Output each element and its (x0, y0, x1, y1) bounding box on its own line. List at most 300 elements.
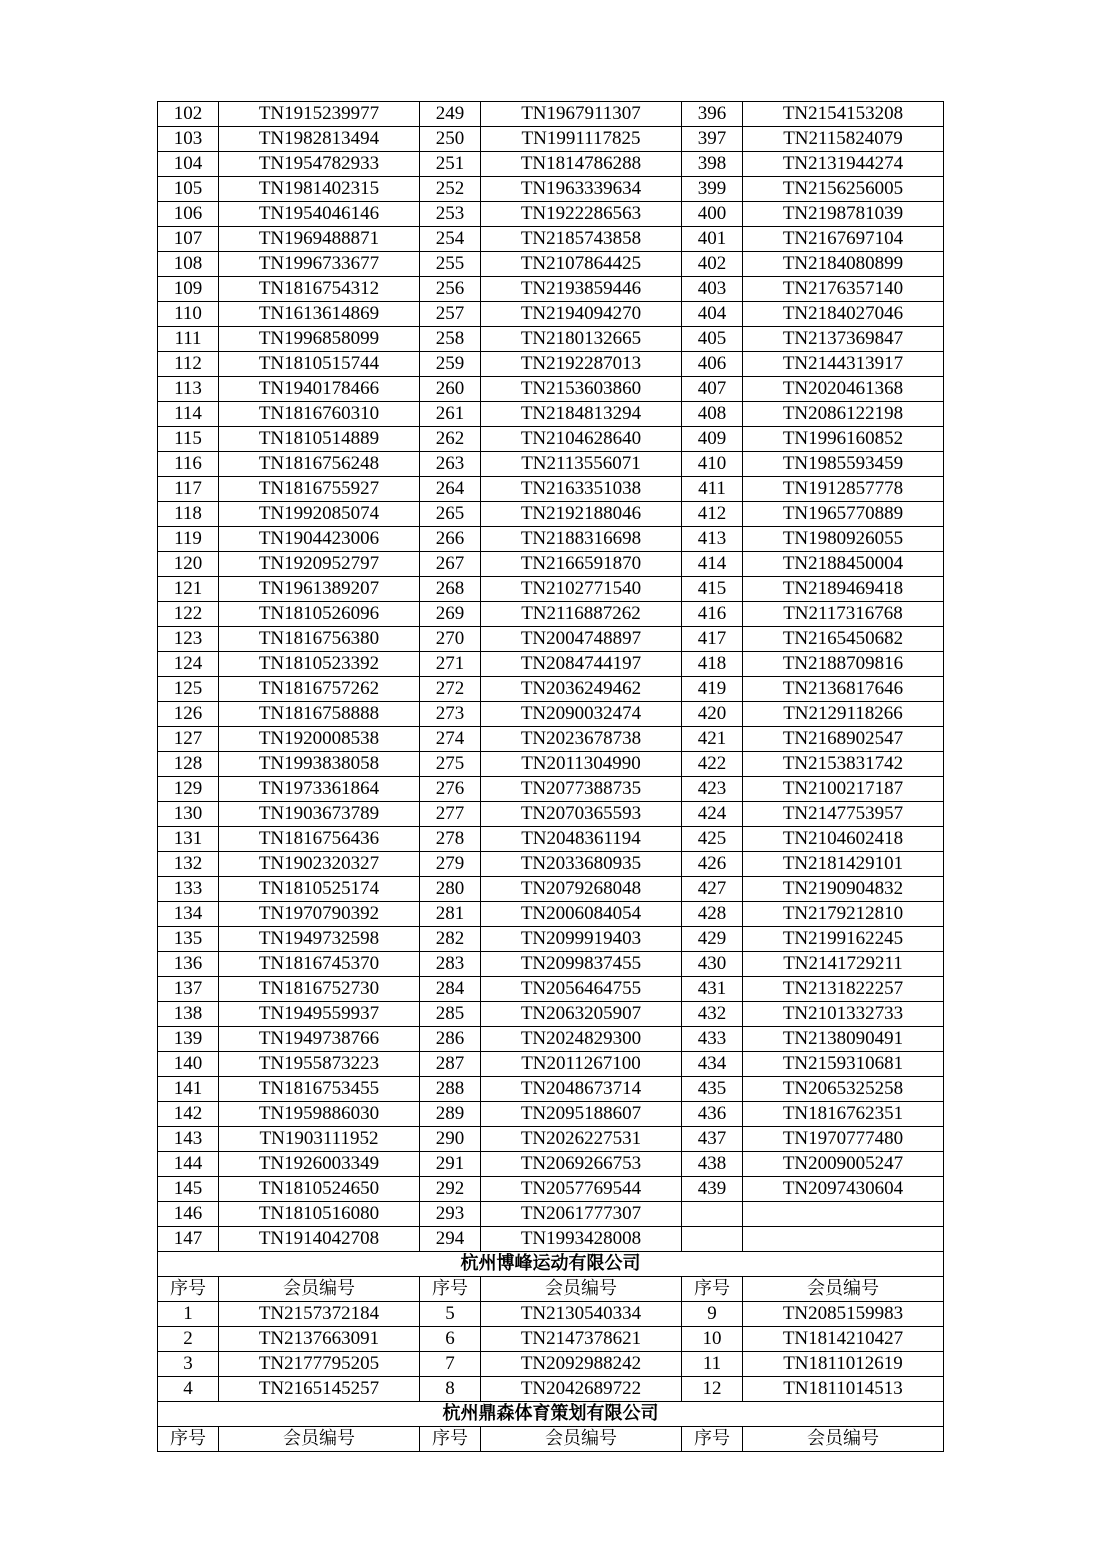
member-id-cell: TN1949732598 (219, 927, 420, 952)
member-id-cell: TN1810516080 (219, 1202, 420, 1227)
column-header-row (158, 1277, 944, 1302)
member-id-cell: TN1920008538 (219, 727, 420, 752)
table-row (158, 827, 944, 852)
member-id-cell: TN2079268048 (481, 877, 682, 902)
member-id-cell: TN1816756248 (219, 452, 420, 477)
member-id-cell: TN2167697104 (743, 227, 944, 252)
company-title-row (158, 1402, 944, 1427)
seq-cell: 280 (420, 877, 481, 902)
member-id-cell: TN2157372184 (219, 1302, 420, 1327)
member-id-cell: TN1810514889 (219, 427, 420, 452)
member-id-cell: TN2198781039 (743, 202, 944, 227)
seq-cell: 431 (682, 977, 743, 1002)
member-id-cell: TN1902320327 (219, 852, 420, 877)
seq-cell: 439 (682, 1177, 743, 1202)
seq-cell: 424 (682, 802, 743, 827)
member-id-cell: TN2048361194 (481, 827, 682, 852)
seq-cell: 260 (420, 377, 481, 402)
member-id-cell: TN1816758888 (219, 702, 420, 727)
seq-cell: 114 (158, 402, 219, 427)
seq-header: 序号 (682, 1277, 743, 1302)
seq-cell: 128 (158, 752, 219, 777)
seq-cell: 406 (682, 352, 743, 377)
member-id-cell: TN2163351038 (481, 477, 682, 502)
seq-cell: 147 (158, 1227, 219, 1252)
seq-cell: 416 (682, 602, 743, 627)
seq-cell: 135 (158, 927, 219, 952)
seq-cell: 256 (420, 277, 481, 302)
member-id-cell: TN1996733677 (219, 252, 420, 277)
seq-cell: 137 (158, 977, 219, 1002)
member-id-cell: TN2070365593 (481, 802, 682, 827)
table-row (158, 952, 944, 977)
table-row (158, 127, 944, 152)
member-id-cell: TN2168902547 (743, 727, 944, 752)
table-row (158, 702, 944, 727)
member-id-cell: TN2099837455 (481, 952, 682, 977)
seq-cell: 289 (420, 1102, 481, 1127)
seq-cell: 104 (158, 152, 219, 177)
member-id-cell: TN2181429101 (743, 852, 944, 877)
member-id-cell: TN2194094270 (481, 302, 682, 327)
member-id-cell: TN2085159983 (743, 1302, 944, 1327)
seq-cell: 271 (420, 652, 481, 677)
member-id-cell: TN2147378621 (481, 1327, 682, 1352)
seq-cell: 123 (158, 627, 219, 652)
member-id-cell: TN2057769544 (481, 1177, 682, 1202)
seq-cell: 3 (158, 1352, 219, 1377)
member-id-cell: TN1914042708 (219, 1227, 420, 1252)
seq-cell: 292 (420, 1177, 481, 1202)
seq-cell: 250 (420, 127, 481, 152)
member-id-cell: TN2137369847 (743, 327, 944, 352)
member-id-cell: TN1985593459 (743, 452, 944, 477)
seq-cell (682, 1227, 743, 1252)
table-row (158, 1152, 944, 1177)
member-id-cell: TN2077388735 (481, 777, 682, 802)
member-id-header: 会员编号 (481, 1427, 682, 1452)
member-id-cell: TN2036249462 (481, 677, 682, 702)
seq-cell: 436 (682, 1102, 743, 1127)
seq-cell: 408 (682, 402, 743, 427)
seq-header: 序号 (158, 1277, 219, 1302)
member-id-cell: TN2024829300 (481, 1027, 682, 1052)
seq-cell: 136 (158, 952, 219, 977)
seq-cell: 269 (420, 602, 481, 627)
member-id-header: 会员编号 (219, 1277, 420, 1302)
member-id-cell: TN2006084054 (481, 902, 682, 927)
table-row (158, 977, 944, 1002)
member-id-cell (743, 1202, 944, 1227)
seq-cell: 5 (420, 1302, 481, 1327)
member-id-cell: TN1903111952 (219, 1127, 420, 1152)
seq-cell: 396 (682, 102, 743, 127)
seq-cell: 112 (158, 352, 219, 377)
member-id-cell: TN2061777307 (481, 1202, 682, 1227)
member-id-cell: TN2165145257 (219, 1377, 420, 1402)
member-id-cell: TN2020461368 (743, 377, 944, 402)
member-id-cell: TN2179212810 (743, 902, 944, 927)
member-id-cell: TN1961389207 (219, 577, 420, 602)
seq-cell: 398 (682, 152, 743, 177)
member-id-cell: TN1811014513 (743, 1377, 944, 1402)
table-row (158, 577, 944, 602)
seq-cell: 400 (682, 202, 743, 227)
table-row (158, 602, 944, 627)
member-id-cell: TN1810523392 (219, 652, 420, 677)
seq-cell: 411 (682, 477, 743, 502)
seq-cell: 437 (682, 1127, 743, 1152)
member-id-cell: TN2086122198 (743, 402, 944, 427)
seq-cell: 273 (420, 702, 481, 727)
seq-cell: 115 (158, 427, 219, 452)
table-row (158, 777, 944, 802)
member-id-cell: TN2011267100 (481, 1052, 682, 1077)
seq-cell: 268 (420, 577, 481, 602)
member-id-cell: TN2154153208 (743, 102, 944, 127)
seq-cell: 414 (682, 552, 743, 577)
member-id-cell: TN2090032474 (481, 702, 682, 727)
seq-cell: 402 (682, 252, 743, 277)
table-row (158, 1052, 944, 1077)
seq-cell: 278 (420, 827, 481, 852)
seq-cell: 267 (420, 552, 481, 577)
seq-cell: 430 (682, 952, 743, 977)
seq-cell: 275 (420, 752, 481, 777)
seq-cell: 287 (420, 1052, 481, 1077)
seq-cell: 138 (158, 1002, 219, 1027)
seq-cell: 2 (158, 1327, 219, 1352)
company-title: 杭州鼎森体育策划有限公司 (158, 1402, 944, 1427)
seq-cell: 412 (682, 502, 743, 527)
table-row (158, 1352, 944, 1377)
seq-cell: 286 (420, 1027, 481, 1052)
member-id-cell: TN2159310681 (743, 1052, 944, 1077)
table-row (158, 1177, 944, 1202)
member-id-cell: TN2048673714 (481, 1077, 682, 1102)
member-id-cell: TN2166591870 (481, 552, 682, 577)
member-id-cell: TN1959886030 (219, 1102, 420, 1127)
seq-cell: 434 (682, 1052, 743, 1077)
seq-cell: 110 (158, 302, 219, 327)
member-id-cell: TN1982813494 (219, 127, 420, 152)
column-header-row (158, 1427, 944, 1452)
member-id-cell: TN1980926055 (743, 527, 944, 552)
company-title: 杭州博峰运动有限公司 (158, 1252, 944, 1277)
seq-cell: 258 (420, 327, 481, 352)
table-row (158, 752, 944, 777)
member-id-cell: TN2193859446 (481, 277, 682, 302)
table-row (158, 102, 944, 127)
member-id-cell: TN2033680935 (481, 852, 682, 877)
seq-cell: 121 (158, 577, 219, 602)
member-id-cell: TN2056464755 (481, 977, 682, 1002)
member-id-cell: TN1810525174 (219, 877, 420, 902)
table-row (158, 927, 944, 952)
seq-cell: 409 (682, 427, 743, 452)
member-id-cell: TN2065325258 (743, 1077, 944, 1102)
table-row (158, 1377, 944, 1402)
seq-cell: 140 (158, 1052, 219, 1077)
member-id-cell: TN1810524650 (219, 1177, 420, 1202)
member-id-cell: TN2116887262 (481, 602, 682, 627)
member-id-cell: TN1949559937 (219, 1002, 420, 1027)
member-id-cell: TN2185743858 (481, 227, 682, 252)
member-id-cell: TN2153603860 (481, 377, 682, 402)
member-id-cell: TN1816756436 (219, 827, 420, 852)
member-id-cell: TN2199162245 (743, 927, 944, 952)
member-id-cell: TN1613614869 (219, 302, 420, 327)
seq-cell: 293 (420, 1202, 481, 1227)
seq-cell: 251 (420, 152, 481, 177)
member-id-cell (743, 1227, 944, 1252)
member-id-cell: TN1973361864 (219, 777, 420, 802)
member-id-cell: TN1811012619 (743, 1352, 944, 1377)
member-id-cell: TN2189469418 (743, 577, 944, 602)
seq-cell: 288 (420, 1077, 481, 1102)
member-id-cell: TN1963339634 (481, 177, 682, 202)
member-id-cell: TN1816754312 (219, 277, 420, 302)
seq-cell: 418 (682, 652, 743, 677)
member-id-cell: TN2023678738 (481, 727, 682, 752)
member-id-cell: TN2011304990 (481, 752, 682, 777)
seq-header: 序号 (158, 1427, 219, 1452)
table-row (158, 477, 944, 502)
seq-cell: 417 (682, 627, 743, 652)
table-row (158, 402, 944, 427)
member-id-cell: TN2004748897 (481, 627, 682, 652)
member-id-cell: TN2102771540 (481, 577, 682, 602)
member-id-cell: TN1996160852 (743, 427, 944, 452)
seq-cell: 266 (420, 527, 481, 552)
seq-cell: 422 (682, 752, 743, 777)
member-id-cell: TN1922286563 (481, 202, 682, 227)
seq-cell: 144 (158, 1152, 219, 1177)
table-row (158, 802, 944, 827)
seq-cell: 263 (420, 452, 481, 477)
seq-cell: 403 (682, 277, 743, 302)
member-id-cell: TN2153831742 (743, 752, 944, 777)
seq-cell: 429 (682, 927, 743, 952)
seq-cell: 146 (158, 1202, 219, 1227)
seq-cell: 405 (682, 327, 743, 352)
member-id-cell: TN2104602418 (743, 827, 944, 852)
member-id-cell: TN1981402315 (219, 177, 420, 202)
member-id-cell: TN1926003349 (219, 1152, 420, 1177)
seq-cell: 290 (420, 1127, 481, 1152)
table-row (158, 727, 944, 752)
seq-cell: 257 (420, 302, 481, 327)
member-id-cell: TN2131944274 (743, 152, 944, 177)
member-id-cell: TN1816753455 (219, 1077, 420, 1102)
seq-cell: 119 (158, 527, 219, 552)
seq-cell: 109 (158, 277, 219, 302)
seq-cell: 294 (420, 1227, 481, 1252)
member-id-header: 会员编号 (743, 1277, 944, 1302)
member-id-header: 会员编号 (219, 1427, 420, 1452)
member-id-cell: TN2042689722 (481, 1377, 682, 1402)
seq-cell: 401 (682, 227, 743, 252)
member-number-table (157, 101, 944, 1452)
seq-cell: 259 (420, 352, 481, 377)
table-row (158, 452, 944, 477)
seq-cell: 103 (158, 127, 219, 152)
member-id-cell: TN2188450004 (743, 552, 944, 577)
table-row (158, 1202, 944, 1227)
table-row (158, 327, 944, 352)
member-id-cell: TN2100217187 (743, 777, 944, 802)
member-id-cell: TN1955873223 (219, 1052, 420, 1077)
seq-cell: 399 (682, 177, 743, 202)
table-row (158, 202, 944, 227)
member-id-cell: TN2129118266 (743, 702, 944, 727)
table-row (158, 1227, 944, 1252)
seq-cell: 105 (158, 177, 219, 202)
seq-cell: 120 (158, 552, 219, 577)
member-id-cell: TN2107864425 (481, 252, 682, 277)
member-id-cell: TN2092988242 (481, 1352, 682, 1377)
seq-cell: 143 (158, 1127, 219, 1152)
member-id-cell: TN2113556071 (481, 452, 682, 477)
table-row (158, 352, 944, 377)
member-id-cell: TN1993838058 (219, 752, 420, 777)
member-id-cell: TN1912857778 (743, 477, 944, 502)
seq-cell: 427 (682, 877, 743, 902)
seq-cell: 428 (682, 902, 743, 927)
table-row (158, 1027, 944, 1052)
seq-cell: 282 (420, 927, 481, 952)
table-row (158, 1327, 944, 1352)
table-row (158, 627, 944, 652)
table-row (158, 1102, 944, 1127)
seq-cell: 113 (158, 377, 219, 402)
seq-cell: 102 (158, 102, 219, 127)
member-id-cell: TN1816755927 (219, 477, 420, 502)
seq-cell: 438 (682, 1152, 743, 1177)
member-id-cell: TN1903673789 (219, 802, 420, 827)
table-row (158, 252, 944, 277)
table-row (158, 1077, 944, 1102)
seq-cell: 8 (420, 1377, 481, 1402)
seq-header: 序号 (420, 1277, 481, 1302)
seq-cell: 7 (420, 1352, 481, 1377)
member-id-cell: TN2099919403 (481, 927, 682, 952)
seq-cell: 145 (158, 1177, 219, 1202)
table-row (158, 1002, 944, 1027)
seq-cell: 249 (420, 102, 481, 127)
seq-cell: 129 (158, 777, 219, 802)
seq-cell: 435 (682, 1077, 743, 1102)
member-id-cell: TN2084744197 (481, 652, 682, 677)
table-row (158, 302, 944, 327)
seq-cell: 107 (158, 227, 219, 252)
table-row (158, 502, 944, 527)
member-id-cell: TN1970790392 (219, 902, 420, 927)
seq-cell: 410 (682, 452, 743, 477)
member-id-cell: TN2026227531 (481, 1127, 682, 1152)
table-row (158, 427, 944, 452)
member-id-cell: TN2141729211 (743, 952, 944, 977)
member-id-cell: TN2136817646 (743, 677, 944, 702)
table-row (158, 527, 944, 552)
seq-cell: 252 (420, 177, 481, 202)
table-row (158, 852, 944, 877)
seq-cell: 425 (682, 827, 743, 852)
seq-cell: 413 (682, 527, 743, 552)
seq-cell: 1 (158, 1302, 219, 1327)
member-id-cell: TN1992085074 (219, 502, 420, 527)
member-id-cell: TN1967911307 (481, 102, 682, 127)
table-row (158, 652, 944, 677)
member-id-cell: TN1816760310 (219, 402, 420, 427)
table-row (158, 677, 944, 702)
member-id-cell: TN1816752730 (219, 977, 420, 1002)
member-id-cell: TN2095188607 (481, 1102, 682, 1127)
member-id-cell: TN2180132665 (481, 327, 682, 352)
member-id-cell: TN2188316698 (481, 527, 682, 552)
seq-cell: 261 (420, 402, 481, 427)
seq-cell: 117 (158, 477, 219, 502)
seq-cell: 132 (158, 852, 219, 877)
member-id-cell: TN1904423006 (219, 527, 420, 552)
seq-cell: 10 (682, 1327, 743, 1352)
member-id-cell: TN1816756380 (219, 627, 420, 652)
seq-cell: 141 (158, 1077, 219, 1102)
seq-cell: 116 (158, 452, 219, 477)
table-row (158, 1127, 944, 1152)
seq-cell: 111 (158, 327, 219, 352)
seq-cell: 291 (420, 1152, 481, 1177)
member-id-cell: TN1996858099 (219, 327, 420, 352)
member-id-header: 会员编号 (743, 1427, 944, 1452)
seq-cell: 276 (420, 777, 481, 802)
seq-cell: 284 (420, 977, 481, 1002)
seq-cell: 142 (158, 1102, 219, 1127)
seq-cell: 12 (682, 1377, 743, 1402)
table-row (158, 277, 944, 302)
member-id-cell: TN1816762351 (743, 1102, 944, 1127)
seq-cell: 415 (682, 577, 743, 602)
table-row (158, 552, 944, 577)
seq-cell: 11 (682, 1352, 743, 1377)
table-row (158, 1302, 944, 1327)
seq-cell: 270 (420, 627, 481, 652)
seq-cell: 253 (420, 202, 481, 227)
member-id-cell: TN2009005247 (743, 1152, 944, 1177)
seq-cell: 126 (158, 702, 219, 727)
seq-cell: 4 (158, 1377, 219, 1402)
table-row (158, 377, 944, 402)
seq-cell: 407 (682, 377, 743, 402)
seq-cell: 432 (682, 1002, 743, 1027)
seq-cell: 274 (420, 727, 481, 752)
member-id-cell: TN2176357140 (743, 277, 944, 302)
member-id-cell: TN2130540334 (481, 1302, 682, 1327)
seq-cell: 131 (158, 827, 219, 852)
member-id-header: 会员编号 (481, 1277, 682, 1302)
seq-cell: 420 (682, 702, 743, 727)
seq-cell: 122 (158, 602, 219, 627)
seq-cell: 127 (158, 727, 219, 752)
member-id-cell: TN2138090491 (743, 1027, 944, 1052)
member-id-cell: TN1816757262 (219, 677, 420, 702)
member-id-cell: TN2063205907 (481, 1002, 682, 1027)
seq-header: 序号 (682, 1427, 743, 1452)
member-id-cell: TN2115824079 (743, 127, 944, 152)
member-id-cell: TN1816745370 (219, 952, 420, 977)
member-id-cell: TN1970777480 (743, 1127, 944, 1152)
member-id-cell: TN2177795205 (219, 1352, 420, 1377)
